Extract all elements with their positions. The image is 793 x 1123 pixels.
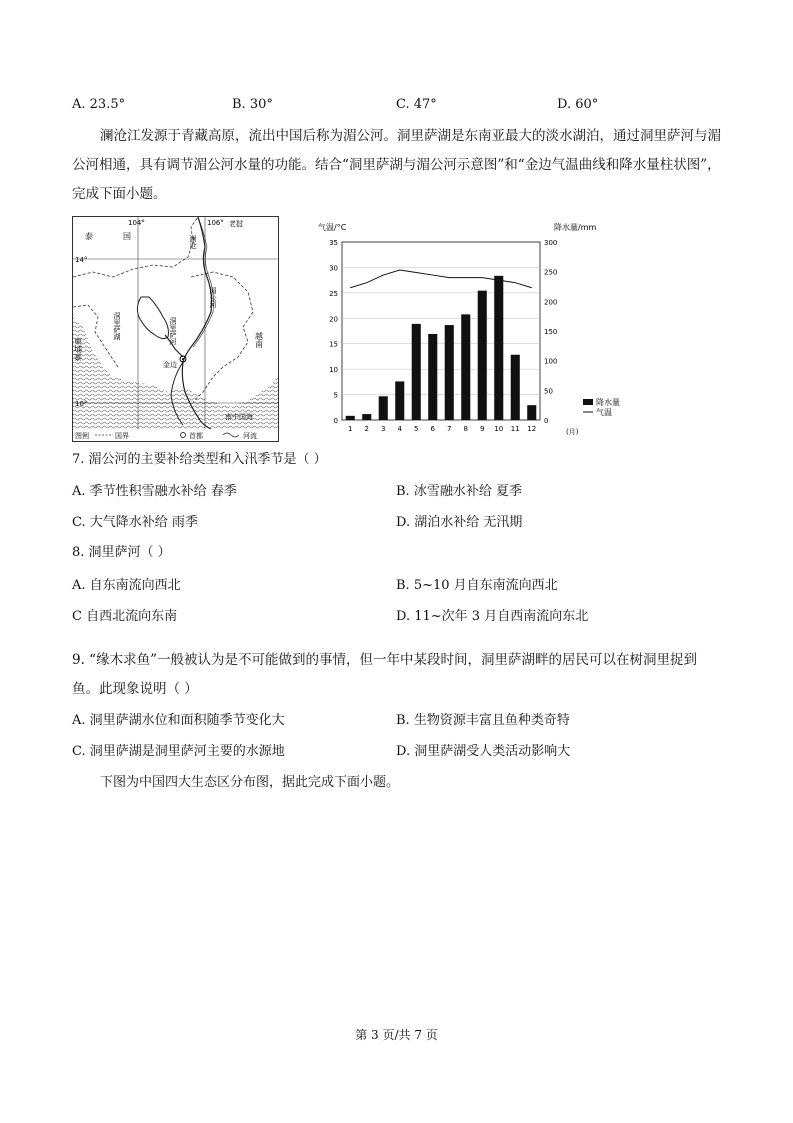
chart-plot-area (329, 239, 557, 433)
ytick-left-label: 20 (329, 315, 338, 324)
q9-option-a: A. 洞里萨湖水位和面积随季节变化大 (72, 713, 285, 728)
xtick-label: 8 (463, 425, 468, 433)
q9-option-c: C. 洞里萨湖是洞里萨河主要的水源地 (72, 744, 285, 759)
label-lon104: 104° (128, 219, 145, 227)
xtick-label: 11 (510, 425, 520, 433)
q6-option-a: A. 23.5° (72, 97, 126, 112)
intro-paragraph: 澜沧江发源于青藏高原，流出中国后称为湄公河。洞里萨湖是东南亚最大的淡水湖泊，通过洞里萨河与湄公河相通，具有调节湄公河水量的功能。结合“洞里萨湖与湄公河示意图”和“金边气温曲线和降水量柱状图”，完成下面小题。 (72, 128, 721, 202)
chart-xlabel-unit: (月) (566, 428, 579, 436)
precip-bar (511, 355, 520, 420)
label-lake: 洞里萨湖 (113, 312, 121, 340)
precip-bar (362, 414, 371, 420)
page-footer: 第 3 页/共 7 页 (355, 1028, 438, 1042)
ytick-right-label: 100 (544, 357, 558, 366)
temperature-line (350, 270, 532, 288)
label-thai2: 国 (123, 232, 131, 241)
q9-option-d: D. 洞里萨湖受人类活动影响大 (396, 744, 571, 759)
label-lat10: 10° (75, 400, 88, 408)
chart-ylabel-left: 气温/°C (318, 223, 347, 232)
q6-option-c: C. 47° (396, 97, 437, 112)
precip-bar (461, 314, 470, 420)
label-river: 洞里萨河 (169, 317, 177, 345)
precip-bar (412, 324, 421, 420)
precip-bar (445, 325, 454, 420)
ytick-right-label: 50 (544, 387, 553, 396)
climate-chart-svg (310, 218, 640, 440)
legend-bar-swatch (583, 399, 593, 405)
label-lon106: 106° (207, 219, 224, 227)
legend-title: 图例 (75, 432, 89, 440)
ytick-left-label: 10 (329, 366, 338, 375)
label-mekong: 湄公河 (209, 287, 217, 308)
ytick-left-label: 30 (329, 264, 338, 273)
q7-option-c: C. 大气降水补给 雨季 (72, 515, 198, 530)
q6-option-b: B. 30° (232, 97, 273, 112)
capital-dot (182, 358, 184, 360)
precip-bar (494, 276, 503, 420)
precip-bar (346, 416, 355, 420)
xtick-label: 5 (414, 425, 419, 433)
q7-stem: 7. 湄公河的主要补给类型和入汛季节是（ ） (72, 452, 327, 467)
label-thai1: 泰 (85, 232, 93, 241)
intro2-paragraph: 下图为中国四大生态区分布图，据此完成下面小题。 (100, 775, 400, 790)
precip-bar (527, 405, 536, 420)
label-cambodia: 柬埔寨 (73, 337, 83, 361)
precip-bar (478, 291, 487, 420)
q8-option-a: A. 自东南流向西北 (72, 578, 181, 593)
xtick-label: 1 (348, 425, 353, 433)
label-laos: 老挝 (229, 220, 243, 228)
ytick-left-label: 15 (329, 340, 338, 349)
mekong-tonle-sap-map (72, 216, 279, 442)
q8-option-c: C 自西北流向东南 (72, 609, 178, 624)
phnom-penh-climate-chart (310, 218, 640, 440)
ytick-right-label: 300 (544, 239, 558, 247)
legend-precip: 降水量 (596, 398, 620, 407)
label-scs: 南中国海 (225, 413, 253, 421)
xtick-label: 2 (364, 425, 369, 433)
xtick-label: 6 (430, 425, 435, 433)
xtick-label: 10 (494, 425, 504, 433)
tonle-sap-lake (137, 297, 168, 339)
legend-temp: 气温 (596, 408, 612, 417)
ytick-left-label: 5 (333, 391, 338, 400)
plot-frame (342, 242, 540, 420)
q7-option-a: A. 季节性积雪融水补给 春季 (72, 484, 237, 499)
legend-border: 国界 (115, 432, 129, 440)
ytick-right-label: 0 (544, 417, 549, 425)
xtick-label: 4 (397, 425, 402, 433)
q8-stem: 8. 洞里萨河（ ） (72, 545, 171, 560)
legend-river: 河流 (243, 432, 257, 440)
q8-option-b: B. 5~10 月自东南流向西北 (396, 578, 558, 593)
q9-option-b: B. 生物资源丰富且鱼种类奇特 (396, 713, 570, 728)
xtick-label: 9 (480, 425, 485, 433)
ytick-right-label: 150 (544, 328, 558, 336)
q7-option-d: D. 湖泊水补给 无汛期 (396, 515, 523, 530)
label-lat14: 14° (75, 256, 88, 264)
precip-bar (395, 381, 404, 420)
chart-ylabel-right: 降水量/mm (554, 223, 597, 232)
q8-option-d: D. 11~次年 3 月自西南流向东北 (396, 609, 589, 624)
ytick-right-label: 250 (544, 268, 558, 277)
xtick-label: 3 (381, 425, 386, 433)
xtick-label: 7 (447, 425, 452, 433)
precip-bar (428, 334, 437, 420)
precip-bar (379, 396, 388, 420)
label-phnompenh: 金边 (163, 361, 177, 369)
ytick-right-label: 200 (544, 298, 558, 307)
q6-option-d: D. 60° (557, 97, 599, 112)
legend-capital: 首都 (189, 432, 203, 440)
label-vietnam: 越南 (254, 332, 264, 348)
label-lancang: 澜沧 (189, 235, 197, 249)
xtick-label: 12 (527, 425, 537, 433)
map-svg (73, 217, 278, 441)
ytick-left-label: 25 (329, 289, 338, 298)
ytick-left-label: 35 (329, 239, 338, 247)
ytick-left-label: 0 (333, 417, 338, 425)
q7-option-b: B. 冰雪融水补给 夏季 (396, 484, 522, 499)
q9-stem: 9. “缘木求鱼”一般被认为是不可能做到的事情，但一年中某段时间，洞里萨湖畔的居民可以在树洞里捉到鱼。此现象说明（ ） (72, 652, 697, 697)
